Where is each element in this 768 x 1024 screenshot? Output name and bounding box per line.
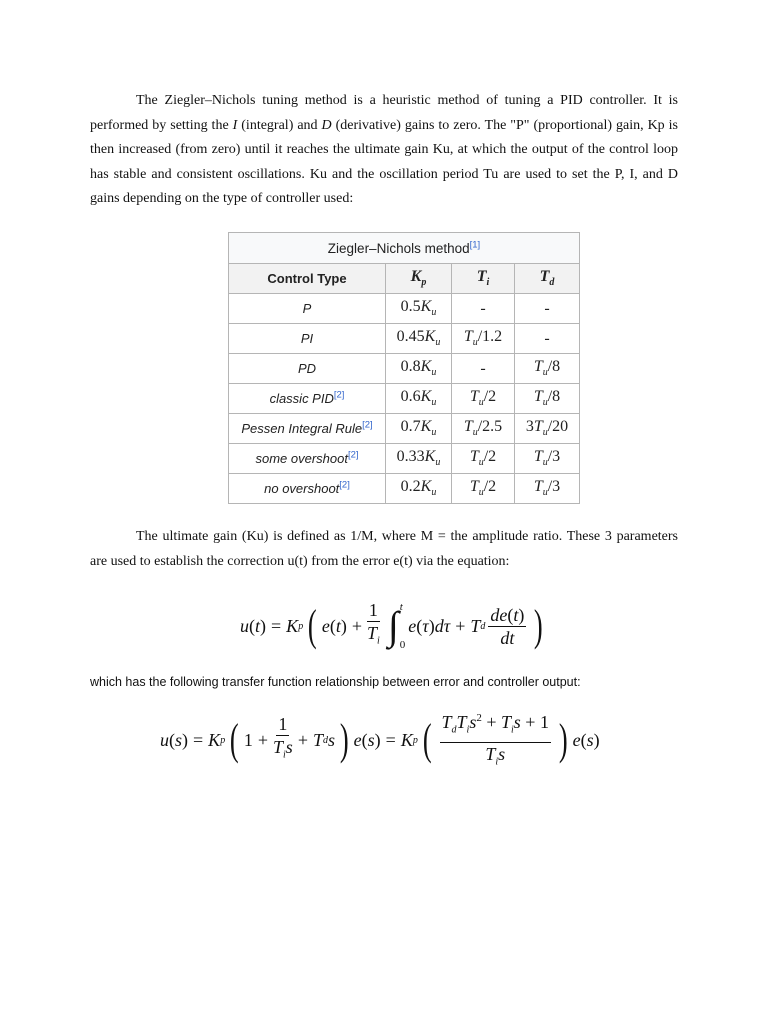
intro-integral-letter: I bbox=[232, 117, 238, 133]
control-type-label: no overshoot bbox=[264, 481, 340, 496]
ti-cell: - bbox=[452, 354, 515, 384]
kp-cell: $0.6K_u$ bbox=[386, 384, 452, 414]
pid-transfer-equation: u ( s ) = K p ( 1 + $\frac{1}{T_is}$ + T d s ) e ( s ) = K p ( $\frac{T_dT_is^2 + T_is + 1}{T_is}$ ) e ( s ) bbox=[160, 707, 600, 773]
row-ref-link[interactable]: [2] bbox=[339, 479, 350, 491]
table-caption-ref[interactable]: [1] bbox=[469, 239, 481, 250]
intro-text-c: (derivative) gains to zero. The "P" (proportional) gain, Kp is then increased (from zero) until it reaches the ultimate gain Ku, at which the output of the control loop has stable and consistent oscillations. Ku and the oscillation period Tu are used to set the P, I, and D gains depending on the type of controller used: bbox=[90, 117, 678, 206]
control-type-label: some overshoot bbox=[255, 451, 348, 466]
row-ref-link[interactable]: [2] bbox=[362, 419, 373, 431]
ti-cell: $T_u/2$ bbox=[452, 474, 515, 504]
row-ref-link[interactable]: [2] bbox=[333, 389, 345, 401]
ultimate-gain-text: The ultimate gain (Ku) is defined as 1/M, where M = the amplitude ratio. These 3 parameters are used to establish the correction u(t) from the error e(t) via the equation: bbox=[90, 529, 678, 569]
header-control-type: Control Type bbox=[229, 264, 386, 294]
transfer-function-intro: which has the following transfer function relationship between error and controller output: bbox=[90, 675, 581, 689]
table-caption bbox=[229, 233, 580, 264]
control-type-cell bbox=[229, 474, 386, 504]
td-cell: $T_u/3$ bbox=[515, 444, 580, 474]
ti-cell: $T_u/2$ bbox=[452, 444, 515, 474]
td-cell: $T_u/8$ bbox=[515, 384, 580, 414]
td-cell: - bbox=[515, 294, 580, 324]
ti-cell: $T_u/2.5$ bbox=[452, 414, 515, 444]
control-type-cell bbox=[229, 444, 386, 474]
control-type-cell bbox=[229, 414, 386, 444]
pid-time-equation: u ( t ) = K p ( e ( t ) + $\frac{1}{T_i}$ ∫ t 0 e ( τ ) dτ + T d $\frac{de(t)}{dt}$ ) bbox=[240, 600, 544, 651]
td-cell: $T_u/8$ bbox=[515, 354, 580, 384]
kp-cell: $0.2K_u$ bbox=[386, 474, 452, 504]
td-cell: $T_u/3$ bbox=[515, 474, 580, 504]
control-type-cell bbox=[229, 354, 386, 384]
intro-text-b: (integral) and bbox=[237, 117, 322, 133]
header-ti: $T_i$ bbox=[452, 264, 515, 294]
control-type-label: Pessen Integral Rule bbox=[241, 421, 363, 436]
td-cell: $3T_u/20$ bbox=[515, 414, 580, 444]
table-row bbox=[229, 474, 580, 504]
table-row bbox=[229, 294, 580, 324]
table-caption-text: Ziegler–Nichols method bbox=[327, 240, 470, 256]
table-row bbox=[229, 384, 580, 414]
ti-cell: - bbox=[452, 294, 515, 324]
table-row bbox=[229, 414, 580, 444]
table-body bbox=[229, 294, 580, 504]
ti-cell: $T_u/2$ bbox=[452, 384, 515, 414]
kp-cell: $0.8K_u$ bbox=[386, 354, 452, 384]
control-type-label: PI bbox=[300, 331, 314, 346]
control-type-cell bbox=[229, 324, 386, 354]
header-kp: $K_p$ bbox=[386, 264, 452, 294]
kp-cell: $0.45K_u$ bbox=[386, 324, 452, 354]
ti-cell: $T_u/1.2$ bbox=[452, 324, 515, 354]
control-type-label: P bbox=[302, 301, 312, 316]
table-row bbox=[229, 324, 580, 354]
control-type-cell bbox=[229, 384, 386, 414]
kp-cell: $0.7K_u$ bbox=[386, 414, 452, 444]
table-row bbox=[229, 354, 580, 384]
td-cell: - bbox=[515, 324, 580, 354]
control-type-cell bbox=[229, 294, 386, 324]
control-type-label: classic PID bbox=[269, 391, 334, 406]
table-row bbox=[229, 444, 580, 474]
kp-cell: $0.33K_u$ bbox=[386, 444, 452, 474]
kp-cell: $0.5K_u$ bbox=[386, 294, 452, 324]
ziegler-nichols-table bbox=[228, 232, 580, 504]
intro-text-a: The Ziegler–Nichols tuning method is a heuristic method of tuning a PID controller. It is performed by setting the bbox=[90, 93, 678, 133]
intro-paragraph bbox=[90, 89, 678, 212]
intro-derivative-letter: D bbox=[321, 117, 332, 133]
row-ref-link[interactable]: [2] bbox=[347, 449, 359, 461]
ultimate-gain-paragraph bbox=[90, 525, 678, 574]
header-td: $T_d$ bbox=[515, 264, 580, 294]
control-type-label: PD bbox=[297, 361, 317, 376]
